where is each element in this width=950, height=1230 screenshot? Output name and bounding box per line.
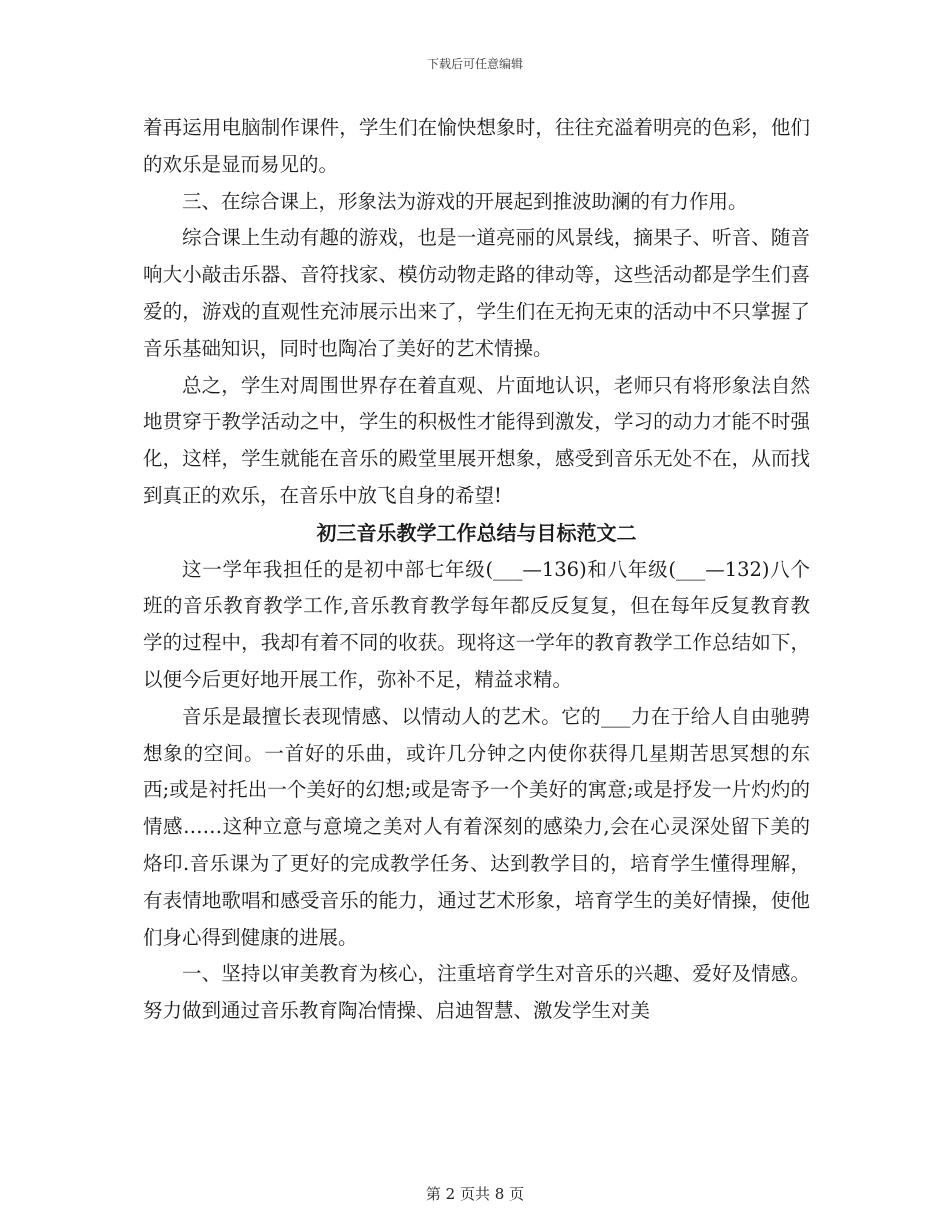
section-title: 初三音乐教学工作总结与目标范文二 [316, 520, 637, 545]
paragraph: 着再运用电脑制作课件，学生们在愉快想象时，往往充溢着明亮的色彩，他们的欢乐是显而易见的。 [143, 116, 810, 176]
paragraph: 一、坚持以审美教育为核心，注重培育学生对音乐的兴趣、爱好及情感。努力做到通过音乐教育陶冶情操、启迪智慧、激发学生对美 [143, 962, 810, 1023]
paragraph: 综合课上生动有趣的游戏，也是一道亮丽的风景线，摘果子、听音、随音响大小敲击乐器、音符找家、模仿动物走路的律动等，这些活动都是学生们喜爱的，游戏的直观性充沛展示出来了，学生们在无拘无束的活动中不只掌握了音乐基础知识，同时也陶冶了美好的艺术情操。 [143, 226, 810, 360]
page-header: 下载后可任意编辑 [426, 57, 523, 71]
paragraph: 这一学年我担任的是初中部七年级(___—136)和八年级(___—132)八个班的音乐教育教学工作,音乐教育教学每年都反反复复，但在每年反复教育教学的过程中，我却有着不同的收获。现将这一学年的教育教学工作总结如下，以便今后更好地开展工作，弥补不足，精益求精。 [143, 557, 810, 691]
document-body [143, 110, 810, 1030]
paragraph: 总之，学生对周围世界存在着直观、片面地认识，老师只有将形象法自然地贯穿于教学活动之中，学生的积极性才能得到激发，学习的动力才能不时强化，这样，学生就能在音乐的殿堂里展开想象，感受到音乐无处不在，从而找到真正的欢乐，在音乐中放飞自身的希望! [143, 373, 810, 507]
paragraph-heading-three: 三、在综合课上，形象法为游戏的开展起到推波助澜的有力作用。 [182, 189, 748, 213]
page-footer: 第 2 页共 8 页 [425, 1185, 525, 1203]
paragraph: 音乐是最擅长表现情感、以情动人的艺术。它的___力在于给人自由驰骋想象的空间。一首好的乐曲，或许几分钟之内使你获得几星期苦思冥想的东西;或是衬托出一个美好的幻想;或是寄予一个美好的寓意;或是抒发一片灼灼的情感……这种立意与意境之美对人有着深刻的感染力,会在心灵深处留下美的烙印.音乐课为了更好的完成教学任务、达到教学目的，培育学生懂得理解，有表情地歌唱和感受音乐的能力，通过艺术形象，培育学生的美好情操，使他们身心得到健康的进展。 [143, 704, 810, 949]
